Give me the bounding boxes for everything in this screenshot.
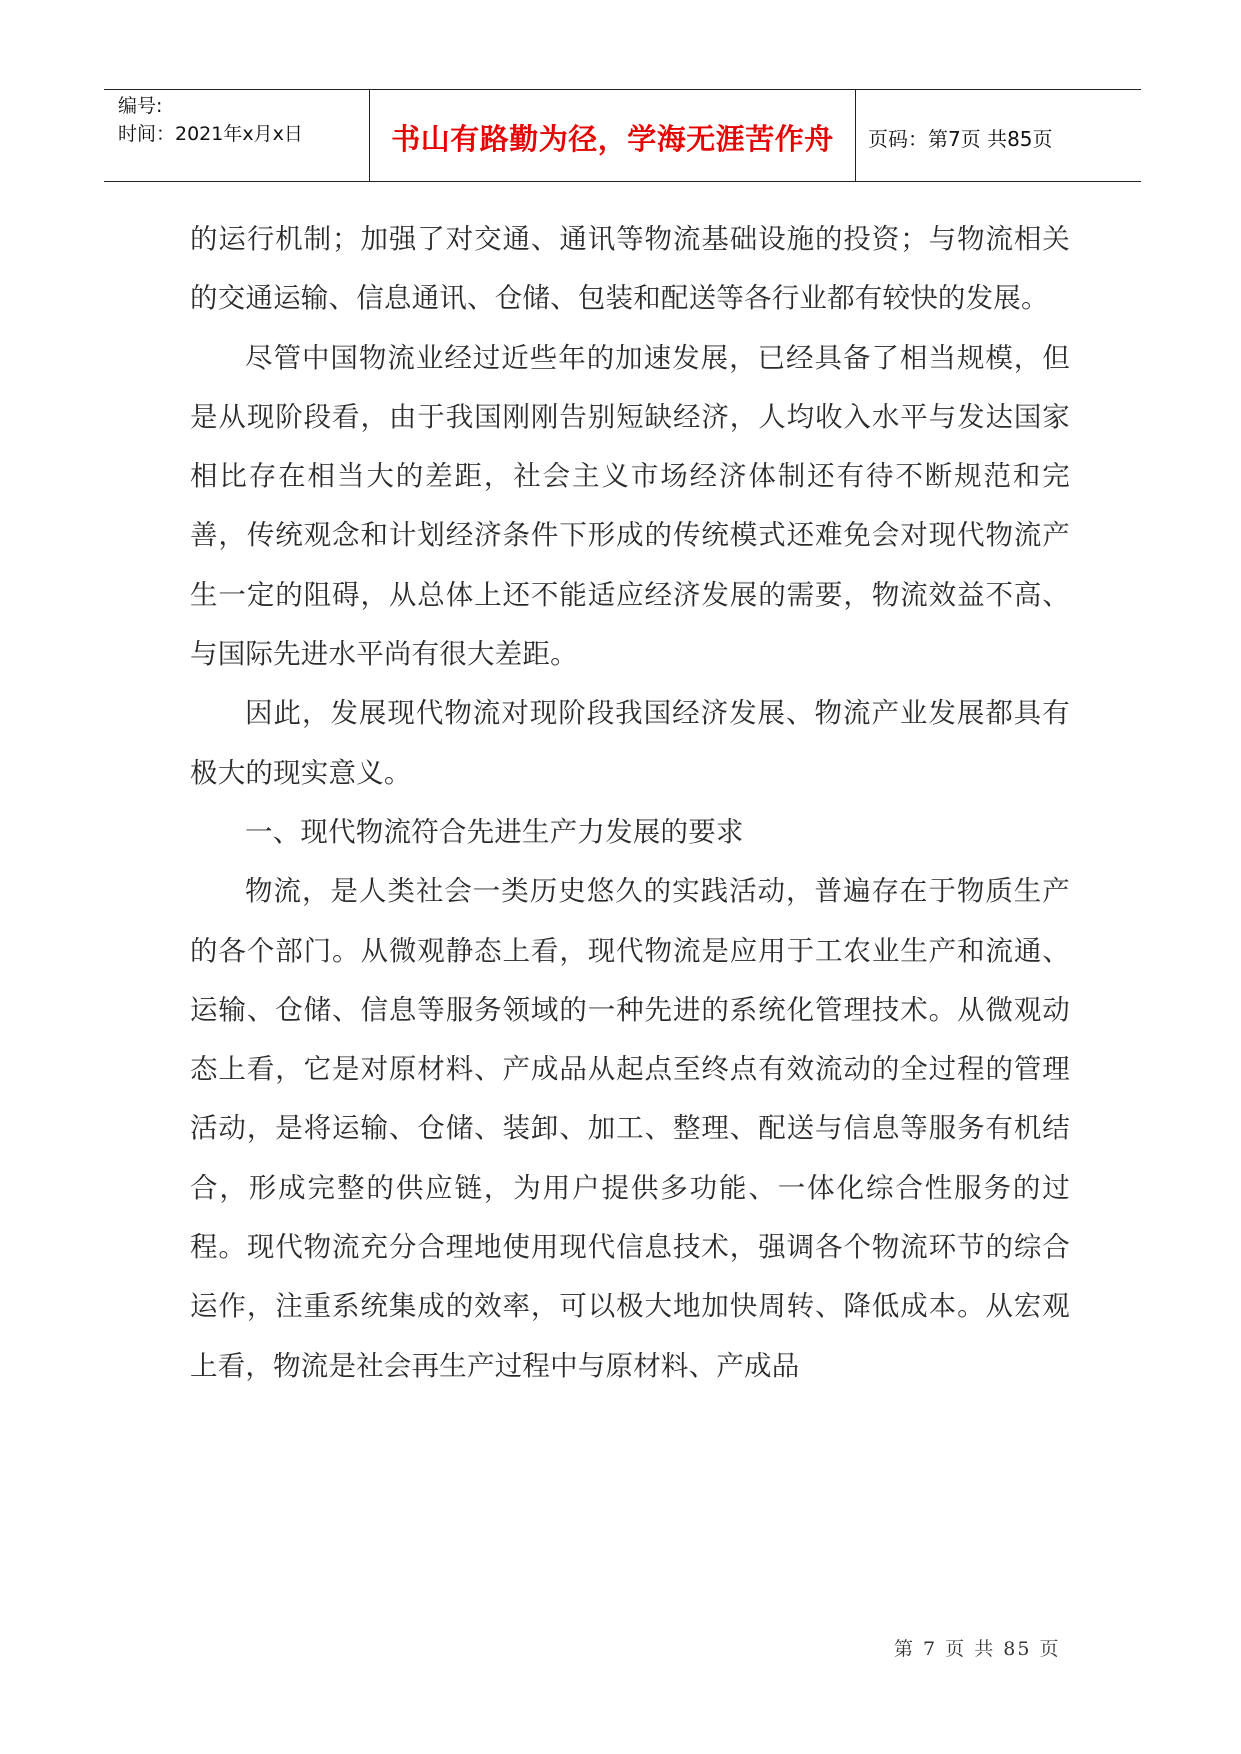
- page-header: [104, 89, 1141, 182]
- page-footer: 第 7 页 共 85 页: [894, 1638, 1061, 1660]
- document-body: [190, 210, 1070, 1396]
- header-meta: [104, 90, 369, 181]
- section-heading: 一、现代物流符合先进生产力发展的要求: [245, 815, 744, 848]
- paragraph: 尽管中国物流业经过近些年的加速发展，已经具备了相当规模，但是从现阶段看，由于我国刚刚告别短缺经济，人均收入水平与发达国家相比存在相当大的差距，社会主义市场经济体制还有待不断规范和完善，传统观念和计划经济条件下形成的传统模式还难免会对现代物流产生一定的阻碍，从总体上还不能适应经济发展的需要，物流效益不高、与国际先进水平尚有很大差距。: [190, 341, 1070, 671]
- header-motto: 书山有路勤为径，学海无涯苦作舟: [369, 90, 856, 181]
- time-label: 时间：2021年x月x日: [118, 123, 303, 145]
- paragraph-continuation: 的运行机制；加强了对交通、通讯等物流基础设施的投资；与物流相关的交通运输、信息通讯、仓储、包装和配送等各行业都有较快的发展。: [190, 223, 1070, 315]
- paragraph: 物流，是人类社会一类历史悠久的实践活动，普遍存在于物质生产的各个部门。从微观静态上看，现代物流是应用于工农业生产和流通、运输、仓储、信息等服务领域的一种先进的系统化管理技术。从微观动态上看，它是对原材料、产成品从起点至终点有效流动的全过程的管理活动，是将运输、仓储、装卸、加工、整理、配送与信息等服务有机结合，形成完整的供应链，为用户提供多功能、一体化综合性服务的过程。现代物流充分合理地使用现代信息技术，强调各个物流环节的综合运作，注重系统集成的效率，可以极大地加快周转、降低成本。从宏观上看，物流是社会再生产过程中与原材料、产成品: [190, 875, 1070, 1382]
- serial-number-label: 编号:: [118, 95, 163, 117]
- header-page-number: 页码：第7页 共85页: [868, 127, 1053, 151]
- paragraph: 因此，发展现代物流对现阶段我国经济发展、物流产业发展都具有极大的现实意义。: [190, 697, 1070, 789]
